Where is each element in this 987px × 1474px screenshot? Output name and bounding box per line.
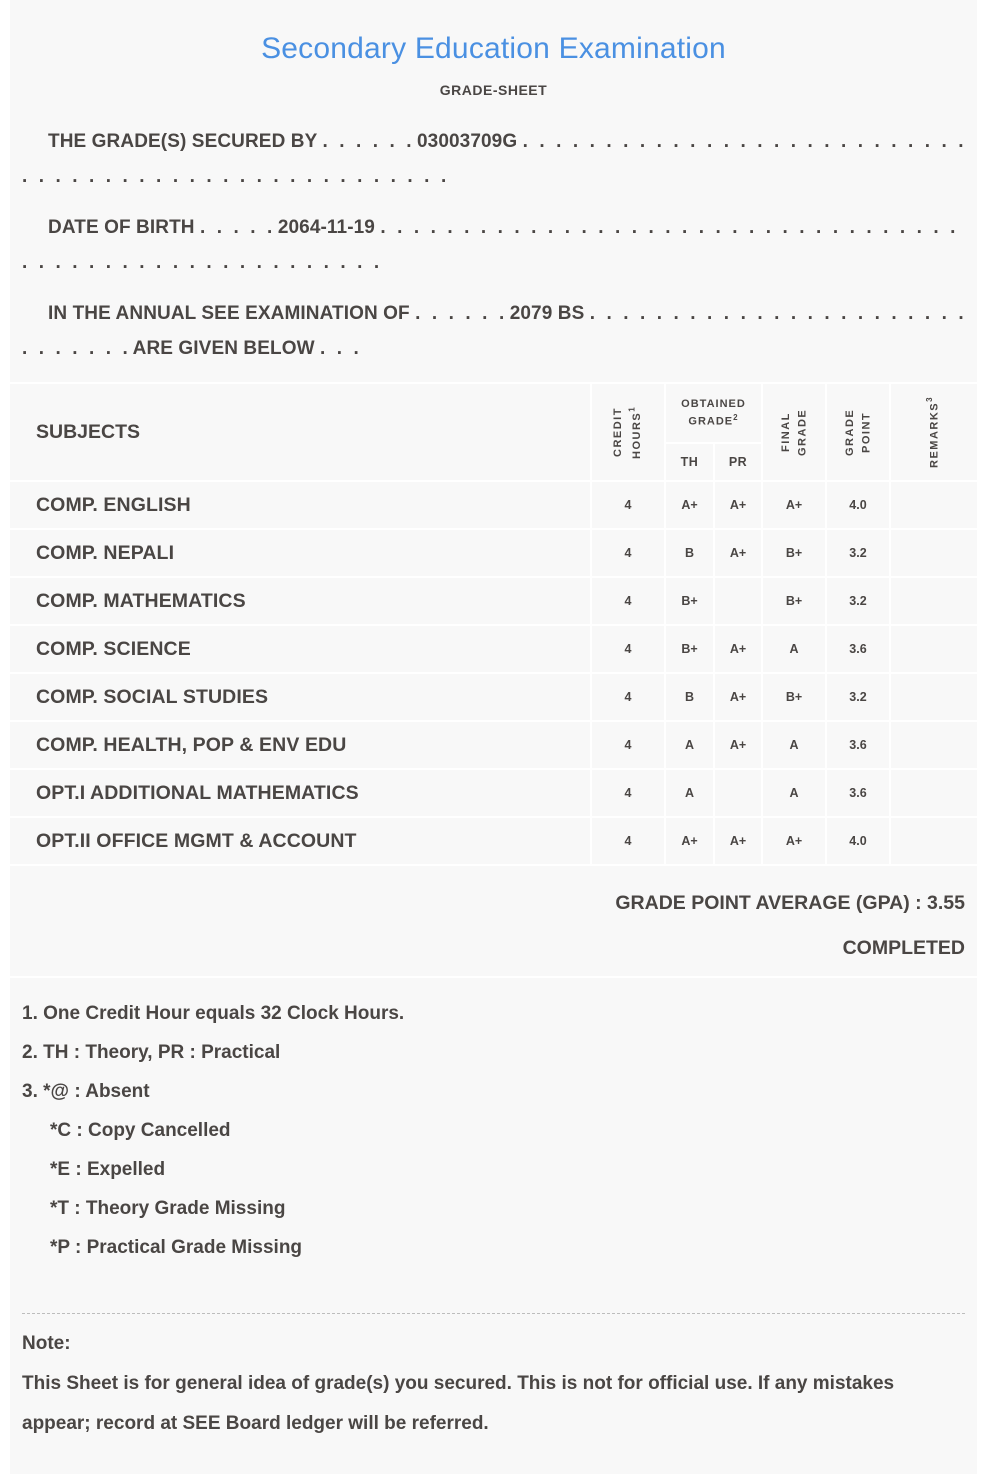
credit-hours-cell: 4 bbox=[592, 722, 664, 768]
statement-tail: ARE GIVEN BELOW bbox=[132, 338, 315, 359]
pr-grade-cell: A+ bbox=[715, 722, 761, 768]
table-row bbox=[10, 482, 977, 528]
grade-point-cell: 4.0 bbox=[827, 818, 889, 864]
remarks-cell bbox=[891, 482, 977, 528]
final-grade-cell: A+ bbox=[763, 482, 825, 528]
th-grade-cell: A+ bbox=[666, 818, 713, 864]
page-subtitle: GRADE-SHEET bbox=[439, 82, 548, 98]
symbol-number-value: 03003709G bbox=[417, 131, 518, 152]
pr-grade-cell: A+ bbox=[715, 818, 761, 864]
pr-grade-cell bbox=[715, 578, 761, 624]
note-section bbox=[10, 1314, 977, 1444]
final-grade-cell: A bbox=[763, 626, 825, 672]
footnote-th-pr: 2. TH : Theory, PR : Practical bbox=[22, 1042, 281, 1063]
pr-grade-cell: A+ bbox=[715, 674, 761, 720]
subject-cell: COMP. HEALTH, POP & ENV EDU bbox=[10, 722, 590, 768]
column-header-th: TH bbox=[666, 444, 713, 480]
footnotes bbox=[10, 978, 977, 1267]
remarks-cell bbox=[891, 770, 977, 816]
final-grade-cell: A bbox=[763, 770, 825, 816]
footnote-absent: 3. *@ : Absent bbox=[22, 1081, 150, 1102]
th-grade-cell: A bbox=[666, 722, 713, 768]
footnote-practical-missing: *P : Practical Grade Missing bbox=[50, 1237, 303, 1258]
column-header-remarks: REMARKS$^3$ bbox=[891, 384, 977, 480]
table-row bbox=[10, 770, 977, 816]
grade-point-cell: 3.2 bbox=[827, 578, 889, 624]
dotted-leader: . . . . . bbox=[200, 217, 273, 238]
column-header-obtained-grade: OBTAINED GRADE$^2$ TH PR bbox=[666, 384, 761, 480]
subject-cell: COMP. NEPALI bbox=[10, 530, 590, 576]
remarks-cell bbox=[891, 722, 977, 768]
grade-point-cell: 3.2 bbox=[827, 530, 889, 576]
final-grade-cell: B+ bbox=[763, 674, 825, 720]
statement-exam-year bbox=[10, 296, 977, 366]
remarks-cell bbox=[891, 530, 977, 576]
credit-hours-cell: 4 bbox=[592, 578, 664, 624]
remarks-cell bbox=[891, 626, 977, 672]
credit-hours-cell: 4 bbox=[592, 626, 664, 672]
dotted-leader: . . . . . . bbox=[415, 303, 505, 324]
subject-cell: COMP. SOCIAL STUDIES bbox=[10, 674, 590, 720]
subject-cell: COMP. SCIENCE bbox=[10, 626, 590, 672]
statement-date-of-birth bbox=[10, 210, 977, 280]
credit-hours-cell: 4 bbox=[592, 818, 664, 864]
footnote-marker: 2 bbox=[733, 413, 739, 423]
dotted-leader: . . . . . . . . . . . . . . . . . . . . . . . . . . . . . . . . . . . . . . . . . . . . . . . . . . . . . bbox=[22, 131, 964, 187]
table-row bbox=[10, 674, 977, 720]
grade-point-cell: 3.6 bbox=[827, 626, 889, 672]
th-grade-cell: A bbox=[666, 770, 713, 816]
pr-grade-cell: A+ bbox=[715, 530, 761, 576]
gpa-value: GRADE POINT AVERAGE (GPA) : 3.55 bbox=[615, 892, 965, 914]
statement-label: IN THE ANNUAL SEE EXAMINATION OF bbox=[48, 303, 410, 324]
column-header-credit-hours: CREDIT HOURS$^1$ bbox=[592, 384, 664, 480]
table-row bbox=[10, 530, 977, 576]
grade-point-cell: 3.6 bbox=[827, 722, 889, 768]
grade-point-cell: 3.2 bbox=[827, 674, 889, 720]
subject-cell: COMP. MATHEMATICS bbox=[10, 578, 590, 624]
grade-point-cell: 4.0 bbox=[827, 482, 889, 528]
footnote-marker: 3 bbox=[925, 395, 935, 402]
column-header-subjects: SUBJECTS bbox=[10, 384, 590, 480]
table-header-row bbox=[10, 384, 977, 480]
table-summary bbox=[10, 866, 977, 976]
credit-hours-cell: 4 bbox=[592, 530, 664, 576]
remarks-cell bbox=[891, 578, 977, 624]
status-badge: COMPLETED bbox=[842, 937, 965, 959]
column-header-final-grade: FINAL GRADE bbox=[763, 384, 825, 480]
remarks-cell bbox=[891, 818, 977, 864]
dotted-leader: . . . . . . bbox=[322, 131, 412, 152]
footnote-credit-hour: 1. One Credit Hour equals 32 Clock Hours. bbox=[22, 1003, 405, 1024]
table-row bbox=[10, 818, 977, 864]
date-of-birth-value: 2064-11-19 bbox=[277, 217, 375, 238]
grade-point-cell: 3.6 bbox=[827, 770, 889, 816]
pr-grade-cell: A+ bbox=[715, 482, 761, 528]
note-heading: Note: bbox=[22, 1333, 71, 1354]
final-grade-cell: A+ bbox=[763, 818, 825, 864]
statement-label: THE GRADE(S) SECURED BY bbox=[48, 131, 318, 152]
th-grade-cell: B bbox=[666, 530, 713, 576]
column-header-pr: PR bbox=[715, 444, 761, 480]
th-grade-cell: B bbox=[666, 674, 713, 720]
statement-label: DATE OF BIRTH bbox=[48, 217, 195, 238]
th-grade-cell: B+ bbox=[666, 626, 713, 672]
statement-secured-by bbox=[10, 124, 977, 194]
footnote-copy-cancelled: *C : Copy Cancelled bbox=[50, 1120, 231, 1141]
credit-hours-cell: 4 bbox=[592, 674, 664, 720]
table-row bbox=[10, 722, 977, 768]
table-row bbox=[10, 626, 977, 672]
credit-hours-cell: 4 bbox=[592, 770, 664, 816]
exam-year-value: 2079 BS bbox=[509, 303, 585, 324]
footnote-marker: 1 bbox=[627, 405, 637, 412]
final-grade-cell: B+ bbox=[763, 530, 825, 576]
th-grade-cell: A+ bbox=[666, 482, 713, 528]
final-grade-cell: A bbox=[763, 722, 825, 768]
subject-cell: OPT.II OFFICE MGMT & ACCOUNT bbox=[10, 818, 590, 864]
dotted-leader: . . . . . . . . . . . . . . . . . . . . . . . . . . . . . . . . . . . . . . . . . . . . . . . . . . . . . . . . . bbox=[22, 217, 956, 273]
remarks-cell bbox=[891, 674, 977, 720]
pr-grade-cell bbox=[715, 770, 761, 816]
grade-sheet-page bbox=[10, 0, 977, 1474]
credit-hours-cell: 4 bbox=[592, 482, 664, 528]
dotted-leader: . . . bbox=[320, 338, 359, 359]
subject-cell: OPT.I ADDITIONAL MATHEMATICS bbox=[10, 770, 590, 816]
footnote-expelled: *E : Expelled bbox=[50, 1159, 166, 1180]
final-grade-cell: B+ bbox=[763, 578, 825, 624]
pr-grade-cell: A+ bbox=[715, 626, 761, 672]
note-body: This Sheet is for general idea of grade(s) you secured. This is not for official use. If any mistakes appear; record at SEE Board ledger will be referred. bbox=[22, 1373, 895, 1434]
page-title: Secondary Education Examination bbox=[261, 32, 726, 65]
th-grade-cell: B+ bbox=[666, 578, 713, 624]
table-row bbox=[10, 578, 977, 624]
column-header-grade-point: GRADE POINT bbox=[827, 384, 889, 480]
subject-cell: COMP. ENGLISH bbox=[10, 482, 590, 528]
dotted-leader: . . . . . . . . . . . . . . . . . . . . . . . . . . . . . . bbox=[22, 303, 964, 359]
footnote-theory-missing: *T : Theory Grade Missing bbox=[50, 1198, 286, 1219]
grades-table bbox=[10, 382, 977, 978]
